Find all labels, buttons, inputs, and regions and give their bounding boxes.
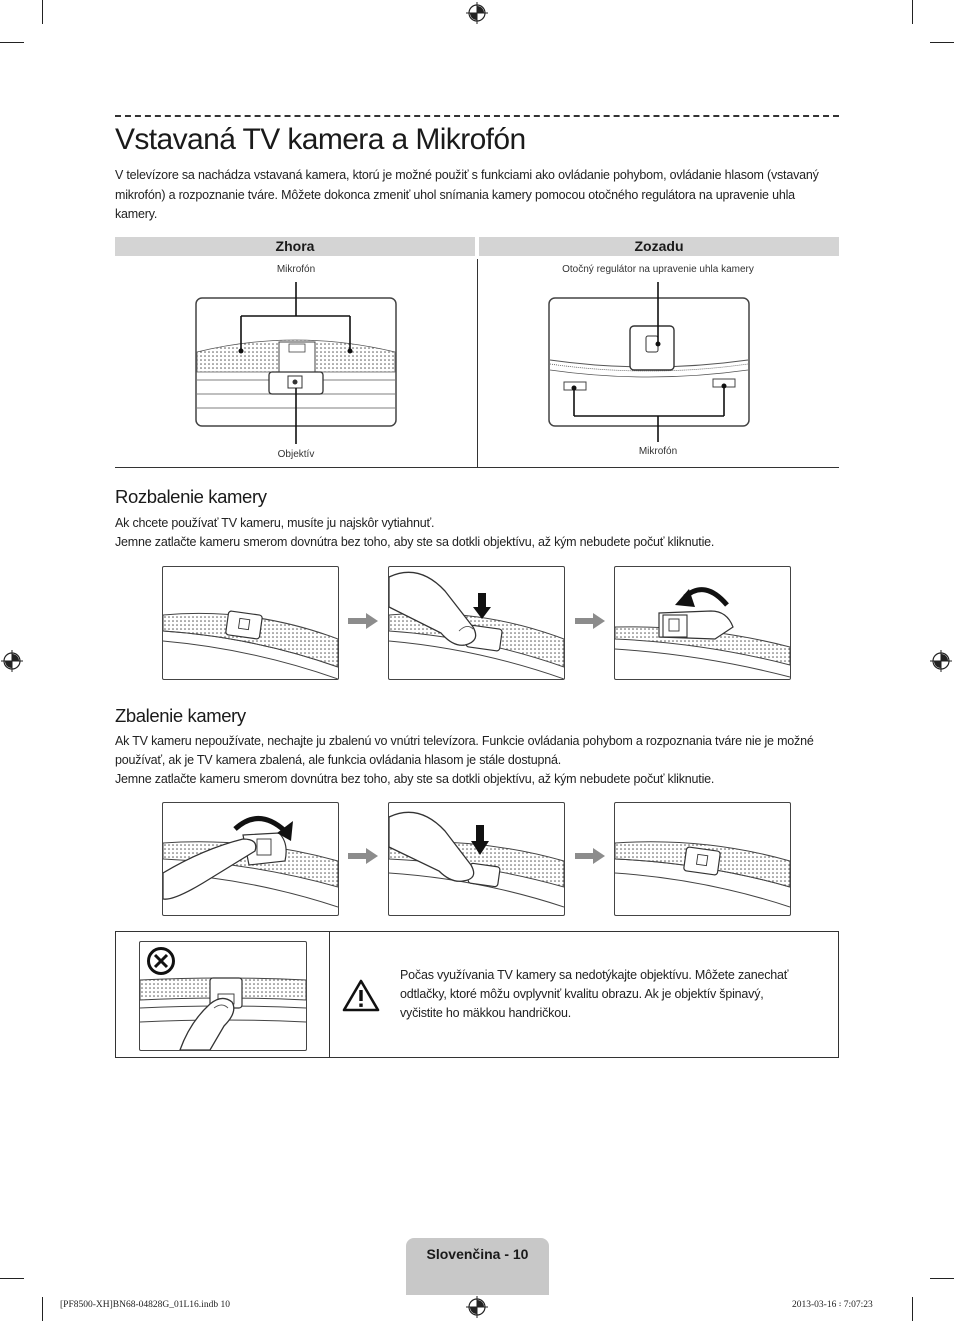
crop-mark bbox=[912, 1297, 913, 1321]
unpack-step-3-illustration bbox=[614, 566, 791, 680]
unpack-line: Jemne zatlačte kameru smerom dovnútra bez toho, aby ste sa dotkli objektívu, až kým nebudete počuť kliknutie. bbox=[115, 535, 715, 549]
warning-line: odtlačky, ktoré môžu ovplyvniť kvalitu obrazu. Ak je objektív špinavý, bbox=[400, 987, 764, 1001]
crop-mark bbox=[930, 1278, 954, 1279]
table-divider bbox=[477, 259, 478, 467]
pack-step-2-illustration bbox=[388, 802, 565, 916]
warning-triangle-icon bbox=[342, 979, 380, 1012]
table-bottom-rule bbox=[115, 467, 839, 468]
back-view-header: Zozadu bbox=[479, 237, 839, 256]
crop-mark bbox=[42, 0, 43, 24]
step-arrow-icon bbox=[575, 613, 605, 629]
pack-step-3-illustration bbox=[614, 802, 791, 916]
unpack-step-2-illustration bbox=[388, 566, 565, 680]
unpack-line: Ak chcete používať TV kameru, musíte ju najskôr vytiahnuť. bbox=[115, 516, 435, 530]
unpack-step-1-illustration bbox=[162, 566, 339, 680]
crop-mark bbox=[0, 1278, 24, 1279]
pack-line: Jemne zatlačte kameru smerom dovnútra bez toho, aby ste sa dotkli objektívu, až kým nebudete počuť kliknutie. bbox=[115, 772, 715, 786]
front-lens-label: Objektív bbox=[277, 449, 315, 460]
unpack-paragraph bbox=[115, 514, 839, 552]
pack-line: používať, ak je TV kamera zbalená, ale funkcia ovládania hlasom je stále dostupná. bbox=[115, 753, 561, 767]
page-title: Vstavaná TV kamera a Mikrofón bbox=[115, 123, 526, 156]
front-microphone-label: Mikrofón bbox=[276, 264, 316, 275]
pack-paragraph bbox=[115, 732, 839, 789]
crop-mark bbox=[42, 1297, 43, 1321]
intro-line: mikrofón) a rozpoznanie tváre. Môžete dokonca zmeniť uhol snímania kamery pomocou otočného regulátora na upravenie uhla bbox=[115, 187, 795, 202]
crop-mark bbox=[912, 0, 913, 24]
file-info: [PF8500-XH]BN68-04828G_01L16.indb 10 bbox=[60, 1300, 230, 1310]
step-arrow-icon bbox=[575, 848, 605, 864]
print-timestamp: 2013-03-16 ꞉ 7:07:23 bbox=[792, 1300, 873, 1310]
intro-line: kamery. bbox=[115, 207, 158, 221]
prohibited-icon bbox=[146, 946, 176, 976]
warning-divider bbox=[329, 932, 330, 1057]
intro-paragraph bbox=[115, 166, 839, 225]
warning-text bbox=[400, 966, 820, 1023]
pack-line: Ak TV kameru nepoužívate, nechajte ju zbalenú vo vnútri televízora. Funkcie ovládania pohybom a rozpoznania tváre nie je možné bbox=[115, 734, 814, 748]
registration-mark-icon bbox=[930, 650, 952, 672]
registration-mark-icon bbox=[466, 2, 488, 24]
pack-heading: Zbalenie kamery bbox=[115, 705, 246, 726]
warning-line: Počas využívania TV kamery sa nedotýkajte objektívu. Môžete zanechať bbox=[400, 968, 789, 982]
back-view-illustration bbox=[548, 282, 751, 444]
step-arrow-icon bbox=[348, 613, 378, 629]
warning-line: vyčistite ho mäkkou handričkou. bbox=[400, 1006, 571, 1020]
front-view-illustration bbox=[195, 282, 398, 444]
crop-mark bbox=[0, 42, 24, 43]
page-number-label: Slovenčina - 10 bbox=[426, 1246, 529, 1262]
back-dial-label: Otočný regulátor na upravenie uhla kamery bbox=[562, 264, 754, 275]
front-view-header: Zhora bbox=[115, 237, 475, 256]
title-rule bbox=[115, 115, 839, 117]
registration-mark-icon bbox=[1, 650, 23, 672]
intro-line: V televízore sa nachádza vstavaná kamera, ktorú je možné použiť s funkciami ako ovládanie pohybom, ovládanie hlasom (vstavaný bbox=[115, 168, 819, 182]
step-arrow-icon bbox=[348, 848, 378, 864]
registration-mark-icon bbox=[466, 1296, 488, 1318]
pack-step-1-illustration bbox=[162, 802, 339, 916]
back-microphone-label: Mikrofón bbox=[638, 446, 678, 457]
unpack-heading: Rozbalenie kamery bbox=[115, 486, 267, 507]
crop-mark bbox=[930, 42, 954, 43]
